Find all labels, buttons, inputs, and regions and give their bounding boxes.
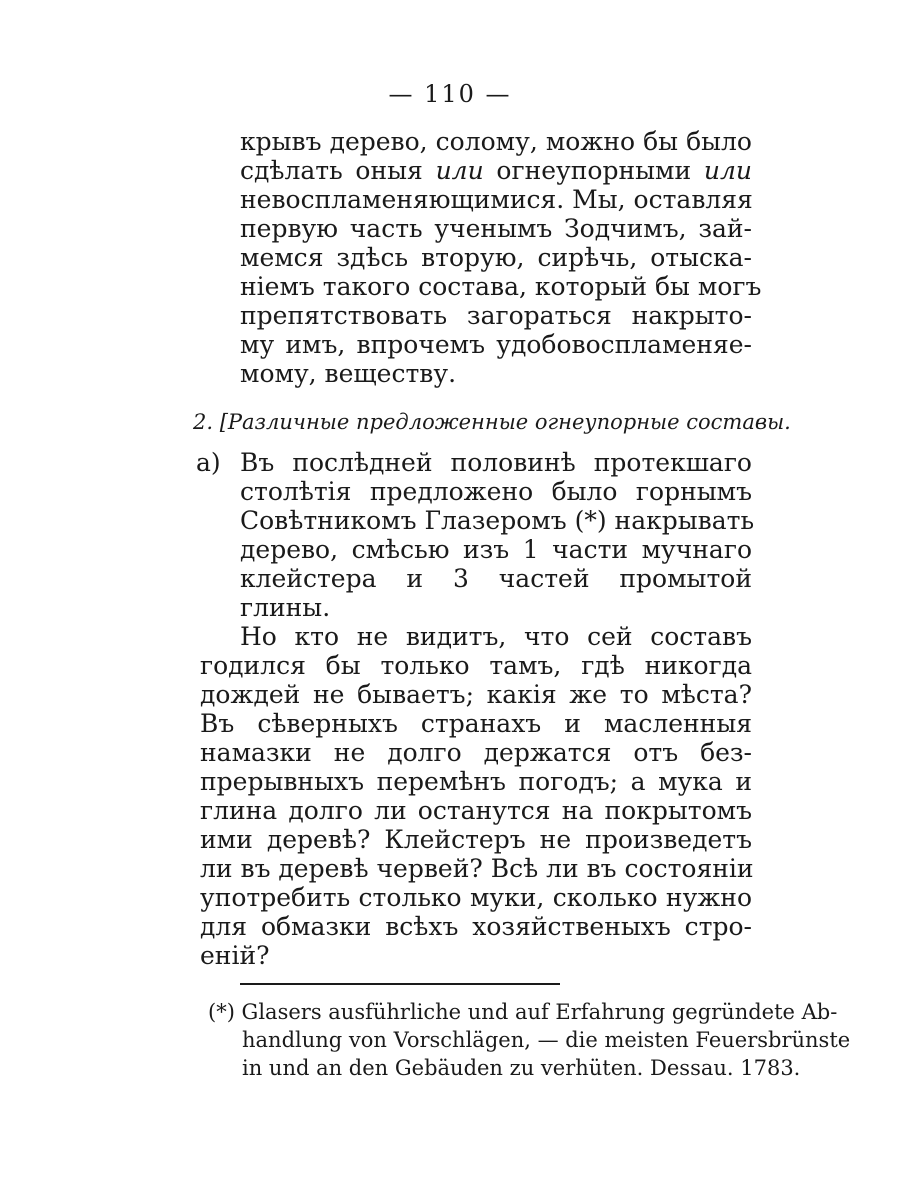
text-line: годился бы только тамъ, гдѣ никогда [200,651,752,680]
italic-word: или [435,156,484,185]
page-number: — 110 — [388,80,512,108]
footnote-divider [240,983,560,985]
text-line: Но кто не видитъ, что сей составъ [240,622,752,651]
text-line: препятствовать загораться накрыто- [240,301,752,330]
text-line: глины. [240,593,331,622]
text-line: для обмазки всѣхъ хозяйственыхъ стро- [200,912,752,941]
text-line: му имъ, впрочемъ удобовоспламеняе- [240,330,752,359]
footnote [208,998,851,1082]
paragraph-2 [200,622,752,970]
text-line: Въ сѣверныхъ странахъ и масленныя [200,709,752,738]
text-line: дождей не бываетъ; какія же то мѣста? [200,680,752,709]
text-line: мому, веществу. [240,359,457,388]
section-heading: 2. [Различные предложенные огнеупорные составы. [193,410,791,434]
text-line: столѣтія предложено было горнымъ [240,477,752,506]
text-line: мемся здѣсь вторую, сирѣчь, отыска- [240,243,752,272]
text-line: намазки не долго держатся отъ без- [200,738,752,767]
text-line: еній? [200,941,270,970]
text-line: употребить столько муки, сколько нужно [200,883,752,912]
footnote-line: (*) Glasers ausführliche und auf Erfahrung gegründete Ab- [208,1000,838,1024]
text-line: ли въ деревѣ червей? Всѣ ли въ состояніи [200,854,754,883]
footnote-line: handlung von Vorschlägen, — die meisten Feuersbrünste [242,1028,851,1052]
item-a-paragraph [240,448,755,622]
footnote-line: in und an den Gebäuden zu verhüten. Dessau. 1783. [242,1056,801,1080]
text-line: ими деревѣ? Клейстеръ не произведетъ [200,825,752,854]
item-a-marker: а) [196,448,221,477]
text-line: ніемъ такого состава, который бы могъ [240,272,762,301]
paragraph-1 [240,127,762,388]
italic-word: или [703,156,752,185]
text-line: первую часть ученымъ Зодчимъ, зай- [240,214,752,243]
text-line: прерывныхъ перемѣнъ погодъ; а мука и [200,767,752,796]
text-line: крывъ дерево, солому, можно бы было [240,127,752,156]
text-line: Совѣтникомъ Глазеромъ (*) накрывать [240,506,755,535]
text-line: клейстера и 3 частей промытой [240,564,752,593]
text-line: сдѣлать оныя или огнеупорными или [240,156,752,185]
text-line: дерево, смѣсью изъ 1 части мучнаго [240,535,752,564]
text-line: невоспламеняющимися. Мы, оставляя [240,185,753,214]
text-line: Въ послѣдней половинѣ протекшаго [240,448,752,477]
text-line: глина долго ли останутся на покрытомъ [200,796,752,825]
